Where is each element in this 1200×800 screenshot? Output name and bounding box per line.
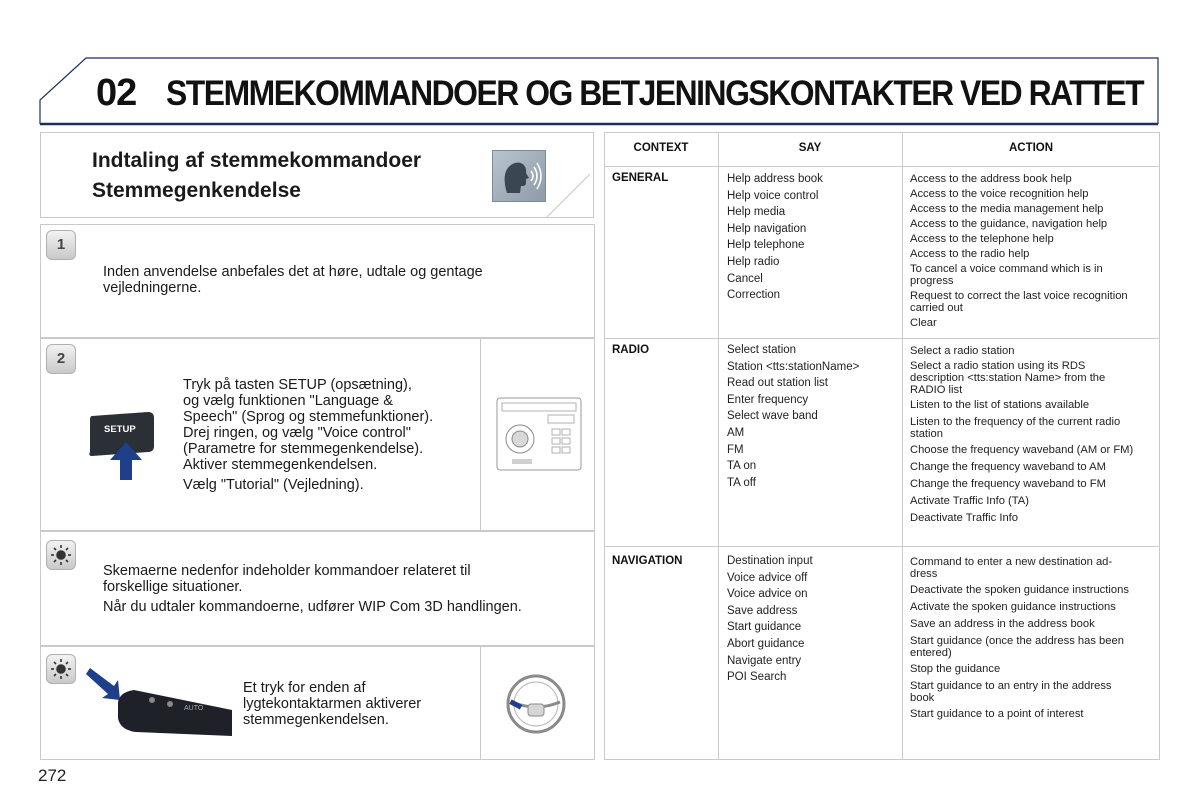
say-item: FM bbox=[727, 443, 744, 456]
section-title-line1: Indtaling af stemmekommandoer bbox=[92, 149, 422, 172]
say-item: Help telephone bbox=[727, 239, 805, 252]
table-col-divider bbox=[902, 132, 903, 760]
say-item: Save address bbox=[727, 604, 798, 617]
step-2-text bbox=[183, 377, 473, 493]
say-item: Station <tts:stationName> bbox=[727, 360, 860, 373]
table-row-rule bbox=[604, 546, 1160, 547]
tip-2-line: Et tryk for enden af bbox=[243, 680, 366, 696]
page-number: 272 bbox=[38, 766, 67, 785]
tip-1-extra: Når du udtaler kommandoerne, udfører WIP Com 3D handlingen. bbox=[103, 599, 522, 615]
voice-command-icon bbox=[492, 150, 546, 202]
chapter-number: 02 bbox=[96, 72, 137, 114]
action-item: Select a radio station bbox=[910, 345, 1015, 357]
radio-unit-illustration bbox=[496, 397, 582, 471]
action-item-cont: progress bbox=[910, 275, 954, 287]
say-item: Start guidance bbox=[727, 621, 802, 634]
say-item: Abort guidance bbox=[727, 637, 805, 650]
action-item: Choose the frequency waveband (AM or FM) bbox=[910, 444, 1134, 456]
action-item: Change the frequency waveband to FM bbox=[910, 478, 1106, 490]
table-header-action: ACTION bbox=[1008, 142, 1054, 154]
say-item: Select wave band bbox=[727, 410, 818, 423]
say-item: Help radio bbox=[727, 255, 780, 268]
action-item: Access to the address book help bbox=[910, 173, 1072, 185]
action-item: Access to the guidance, navigation help bbox=[910, 218, 1108, 230]
action-item: To cancel a voice command which is in bbox=[910, 263, 1103, 275]
action-item: Access to the radio help bbox=[910, 248, 1030, 260]
step-2-line: og vælg funktionen "Language & bbox=[183, 393, 393, 409]
say-item: POI Search bbox=[727, 671, 787, 684]
action-item: Start guidance to an entry in the address bbox=[910, 680, 1112, 692]
step-2-extra: Vælg "Tutorial" (Vejledning). bbox=[183, 477, 364, 493]
say-item: Read out station list bbox=[727, 377, 829, 390]
tip-2-icon bbox=[46, 654, 76, 684]
say-item: TA off bbox=[727, 476, 756, 489]
say-item: Help media bbox=[727, 206, 786, 219]
context-navigation: NAVIGATION bbox=[612, 555, 683, 567]
action-item: Request to correct the last voice recognition bbox=[910, 290, 1128, 302]
step-2-badge: 2 bbox=[46, 344, 76, 374]
action-item: Save an address in the address book bbox=[910, 618, 1095, 630]
panel-corner-diagonal bbox=[546, 174, 596, 220]
page-title: STEMMEKOMMANDOER OG BETJENINGSKONTAKTER VED RATTET bbox=[166, 74, 1144, 113]
action-item: Command to enter a new destination ad- bbox=[910, 556, 1113, 568]
step-2-line: Speech" (Sprog og stemmefunktioner). bbox=[183, 409, 434, 425]
action-list-general bbox=[910, 173, 1158, 329]
say-item: Cancel bbox=[727, 272, 763, 285]
action-item: Access to the telephone help bbox=[910, 233, 1054, 245]
say-list-radio bbox=[727, 342, 859, 491]
say-item: TA on bbox=[727, 460, 757, 473]
say-item: Help voice control bbox=[727, 189, 819, 202]
step-2-line: (Parametre for stemmegenkendelse). bbox=[183, 441, 424, 457]
action-item: Deactivate the spoken guidance instructions bbox=[910, 584, 1129, 596]
table-col-divider bbox=[718, 132, 719, 760]
tip-2-line: lygtekontaktarmen aktiverer bbox=[243, 696, 422, 712]
tip-1-text bbox=[103, 563, 583, 615]
action-item: Clear bbox=[910, 317, 937, 329]
action-item: Access to the media management help bbox=[910, 203, 1104, 215]
action-item: Select a radio station using its RDS bbox=[910, 360, 1086, 372]
action-item-cont: description <tts:station Name> from the bbox=[910, 372, 1106, 384]
say-item: Help navigation bbox=[727, 222, 807, 235]
action-item: Stop the guidance bbox=[910, 663, 1001, 675]
action-item-cont: carried out bbox=[910, 302, 963, 314]
action-item: Change the frequency waveband to AM bbox=[910, 461, 1106, 473]
tip-1-line: Skemaerne nedenfor indeholder kommandoer relateret til bbox=[103, 563, 471, 579]
say-item: Select station bbox=[727, 344, 797, 356]
setup-button-label: SETUP bbox=[104, 424, 136, 435]
context-radio: RADIO bbox=[612, 344, 650, 356]
action-item: Activate Traffic Info (TA) bbox=[910, 495, 1029, 507]
say-item: Help address book bbox=[727, 173, 823, 185]
action-item: Start guidance (once the address has been bbox=[910, 635, 1124, 647]
step-1-text: Inden anvendelse anbefales det at høre, udtale og gentage vejledningerne. bbox=[103, 264, 483, 296]
action-item: Listen to the frequency of the current radio bbox=[910, 416, 1121, 428]
step-2-line: Aktiver stemmegenkendelsen. bbox=[183, 457, 378, 473]
table-header-say: SAY bbox=[798, 142, 822, 154]
action-item-cont: station bbox=[910, 428, 943, 440]
table-row-rule bbox=[604, 338, 1160, 339]
say-list-navigation bbox=[727, 553, 813, 686]
steering-wheel-illustration bbox=[504, 672, 570, 736]
say-item: Destination input bbox=[727, 555, 813, 567]
say-item: Enter frequency bbox=[727, 393, 809, 406]
tip-1-line: forskellige situationer. bbox=[103, 579, 243, 595]
context-general: GENERAL bbox=[612, 172, 669, 184]
step-2-divider bbox=[480, 338, 481, 531]
step-2-line: Tryk på tasten SETUP (opsætning), bbox=[183, 377, 412, 393]
say-item: Navigate entry bbox=[727, 654, 802, 667]
tip-2-text bbox=[243, 680, 473, 728]
action-item-cont: entered) bbox=[910, 647, 952, 659]
say-item: AM bbox=[727, 426, 745, 439]
section-title bbox=[92, 146, 421, 206]
step-2-line: Drej ringen, og vælg "Voice control" bbox=[183, 425, 411, 441]
action-item: Activate the spoken guidance instructions bbox=[910, 601, 1116, 613]
action-list-radio bbox=[910, 345, 1158, 524]
lighting-stalk-illustration bbox=[86, 662, 236, 744]
tip-2-line: stemmegenkendelsen. bbox=[243, 712, 389, 728]
say-item: Voice advice on bbox=[727, 588, 808, 601]
setup-button-illustration bbox=[86, 408, 156, 484]
tip-2-divider bbox=[480, 646, 481, 760]
step-1-badge: 1 bbox=[46, 230, 76, 260]
action-list-navigation bbox=[910, 556, 1158, 720]
say-item: Voice advice off bbox=[727, 571, 808, 584]
action-item: Listen to the list of stations available bbox=[910, 399, 1090, 411]
say-item: Correction bbox=[727, 289, 781, 302]
action-item: Deactivate Traffic Info bbox=[910, 512, 1018, 524]
table-header-context: CONTEXT bbox=[633, 142, 689, 154]
tip-1-icon bbox=[46, 540, 76, 570]
action-item-cont: RADIO list bbox=[910, 384, 963, 396]
say-list-general bbox=[727, 171, 823, 304]
action-item: Start guidance to a point of interest bbox=[910, 708, 1084, 720]
table-header-rule bbox=[604, 166, 1160, 167]
section-title-line2: Stemmegenkendelse bbox=[92, 179, 301, 202]
action-item-cont: dress bbox=[910, 568, 938, 580]
svg-text:AUTO: AUTO bbox=[184, 705, 204, 712]
action-item: Access to the voice recognition help bbox=[910, 188, 1089, 200]
action-item-cont: book bbox=[910, 692, 935, 704]
